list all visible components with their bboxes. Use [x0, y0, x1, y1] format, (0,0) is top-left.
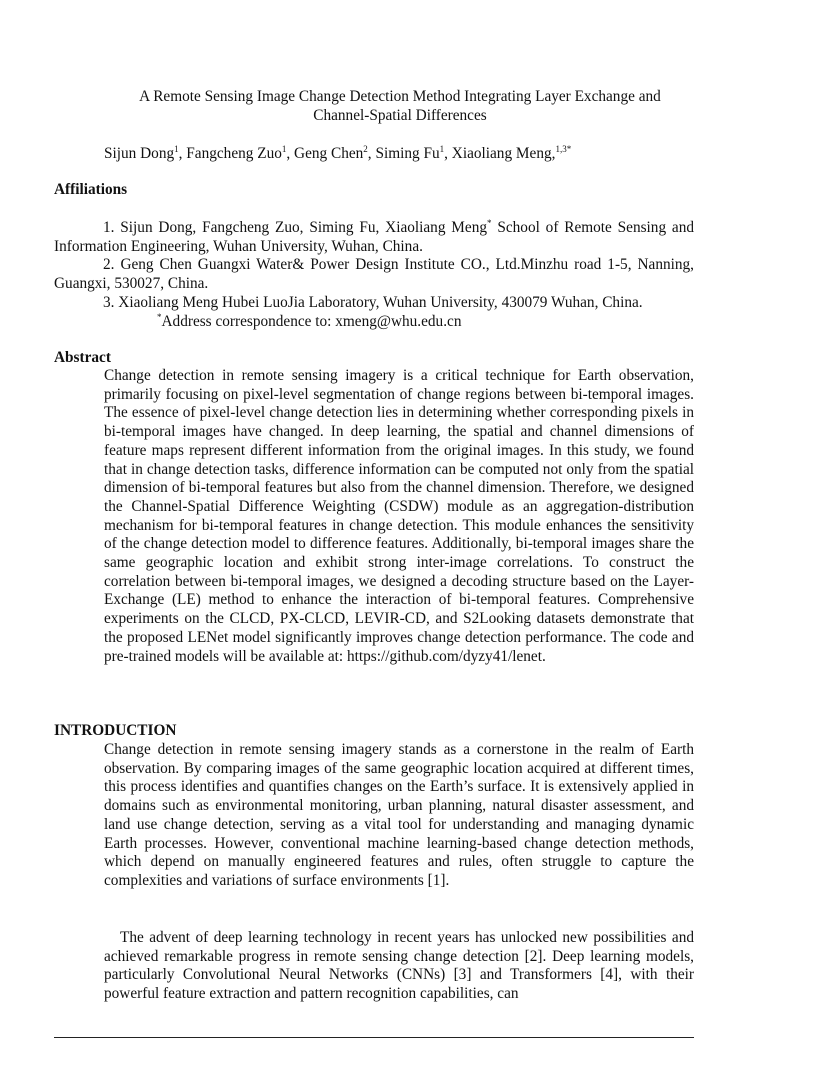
title-line-1: A Remote Sensing Image Change Detection Method Integrating Layer Exchange and [139, 88, 661, 105]
author-list [104, 144, 571, 163]
affiliation-1-institution: School of Remote Sensing and Information Engineering, Wuhan University, Wuhan, China. [54, 219, 695, 255]
affiliations-list [54, 219, 694, 331]
affiliations-heading: Affiliations [54, 181, 128, 198]
correspondence-note [54, 313, 694, 332]
author-name: Geng Chen [294, 145, 364, 162]
author-affiliation-sup: 2 [363, 144, 368, 154]
title-line-2: Channel-Spatial Differences [313, 107, 487, 124]
paper-title [54, 87, 746, 125]
corresponding-mark: * [157, 311, 162, 322]
introduction-paragraph-1: Change detection in remote sensing imagery stands as a cornerstone in the realm of Earth observation. By comparing images of the same geographic location acquired at different times, this process identifies and quantifies changes on the Earth’s surface. It is extensively applied in domains such as environmental monitoring, urban planning, natural disaster assessment, and land use change detection, serving as a vital tool for understanding and managing dynamic Earth processes. However, conventional machine learning-based change detection methods, which depend on manually engineered features and rules, often struggle to capture the complexities and variations of surface environments [1]. [104, 741, 694, 889]
author-name: Fangcheng Zuo [186, 145, 282, 162]
author-separator: , [286, 145, 295, 162]
author-affiliation-sup: 1 [174, 144, 179, 154]
corresponding-mark: * [487, 218, 492, 228]
footnote-divider [54, 1037, 694, 1038]
introduction-paragraph-2: The advent of deep learning technology in recent years has unlocked new possibilities and achieved remarkable progress in remote sensing change detection [2]. Deep learning models, particularly Convolutional Neural Networks (CNNs) [3] and Transformers [4], with their powerful feature extraction and pattern recognition capabilities, can [104, 929, 694, 1003]
affiliation-item-3: 3. Xiaoliang Meng Hubei LuoJia Laboratory, Wuhan University, 430079 Wuhan, China. [103, 293, 643, 311]
author-affiliation-sup: 1 [439, 144, 445, 154]
affiliation-item-2: 2. Geng Chen Guangxi Water& Power Design Institute CO., Ltd.Minzhu road 1-5, Nanning, Guangxi, 530027, China. [54, 256, 694, 293]
affiliation-item-1 [54, 219, 694, 256]
introduction-heading: INTRODUCTION [54, 722, 177, 739]
author-separator: , [444, 145, 452, 162]
author-name: Siming Fu [375, 145, 440, 162]
author-separator: , [367, 145, 376, 162]
correspondence-text: Address correspondence to: xmeng@whu.edu.cn [161, 312, 462, 330]
abstract-heading: Abstract [54, 349, 111, 366]
author-affiliation-sup: 1,3* [555, 144, 572, 154]
author-name: Xiaoliang Meng, [451, 145, 556, 162]
abstract-body: Change detection in remote sensing imagery is a critical technique for Earth observation, primarily focusing on pixel-level segmentation of change regions between bi-temporal images. The essence of pixel-level change detection lies in determining whether corresponding pixels in bi-temporal images have changed. In deep learning, the spatial and channel dimensions of feature maps represent different information from the original images. In this study, we found that in change detection tasks, difference information can be computed not only from the spatial dimension of bi-temporal features but also from the channel dimension. Therefore, we designed the Channel-Spatial Difference Weighting (CSDW) module as an aggregation-distribution mechanism for bi-temporal features in change detection. This module enhances the sensitivity of the change detection model to difference features. Additionally, bi-temporal images share the same geographic location and exhibit strong inter-image correlations. To construct the correlation between bi-temporal images, we designed a decoding structure based on the Layer-Exchange (LE) method to enhance the interaction of bi-temporal features. Comprehensive experiments on the CLCD, PX-CLCD, LEVIR-CD, and S2Looking datasets demonstrate that the proposed LENet model significantly improves change detection performance. The code and pre-trained models will be available at: https://github.com/dyzy41/lenet. [104, 367, 694, 665]
author-affiliation-sup: 1 [281, 144, 287, 154]
author-separator: , [178, 145, 187, 162]
affiliation-1-authors: 1. Sijun Dong, Fangcheng Zuo, Siming Fu, Xiaoliang Meng [103, 219, 488, 236]
author-name: Sijun Dong [104, 145, 175, 162]
